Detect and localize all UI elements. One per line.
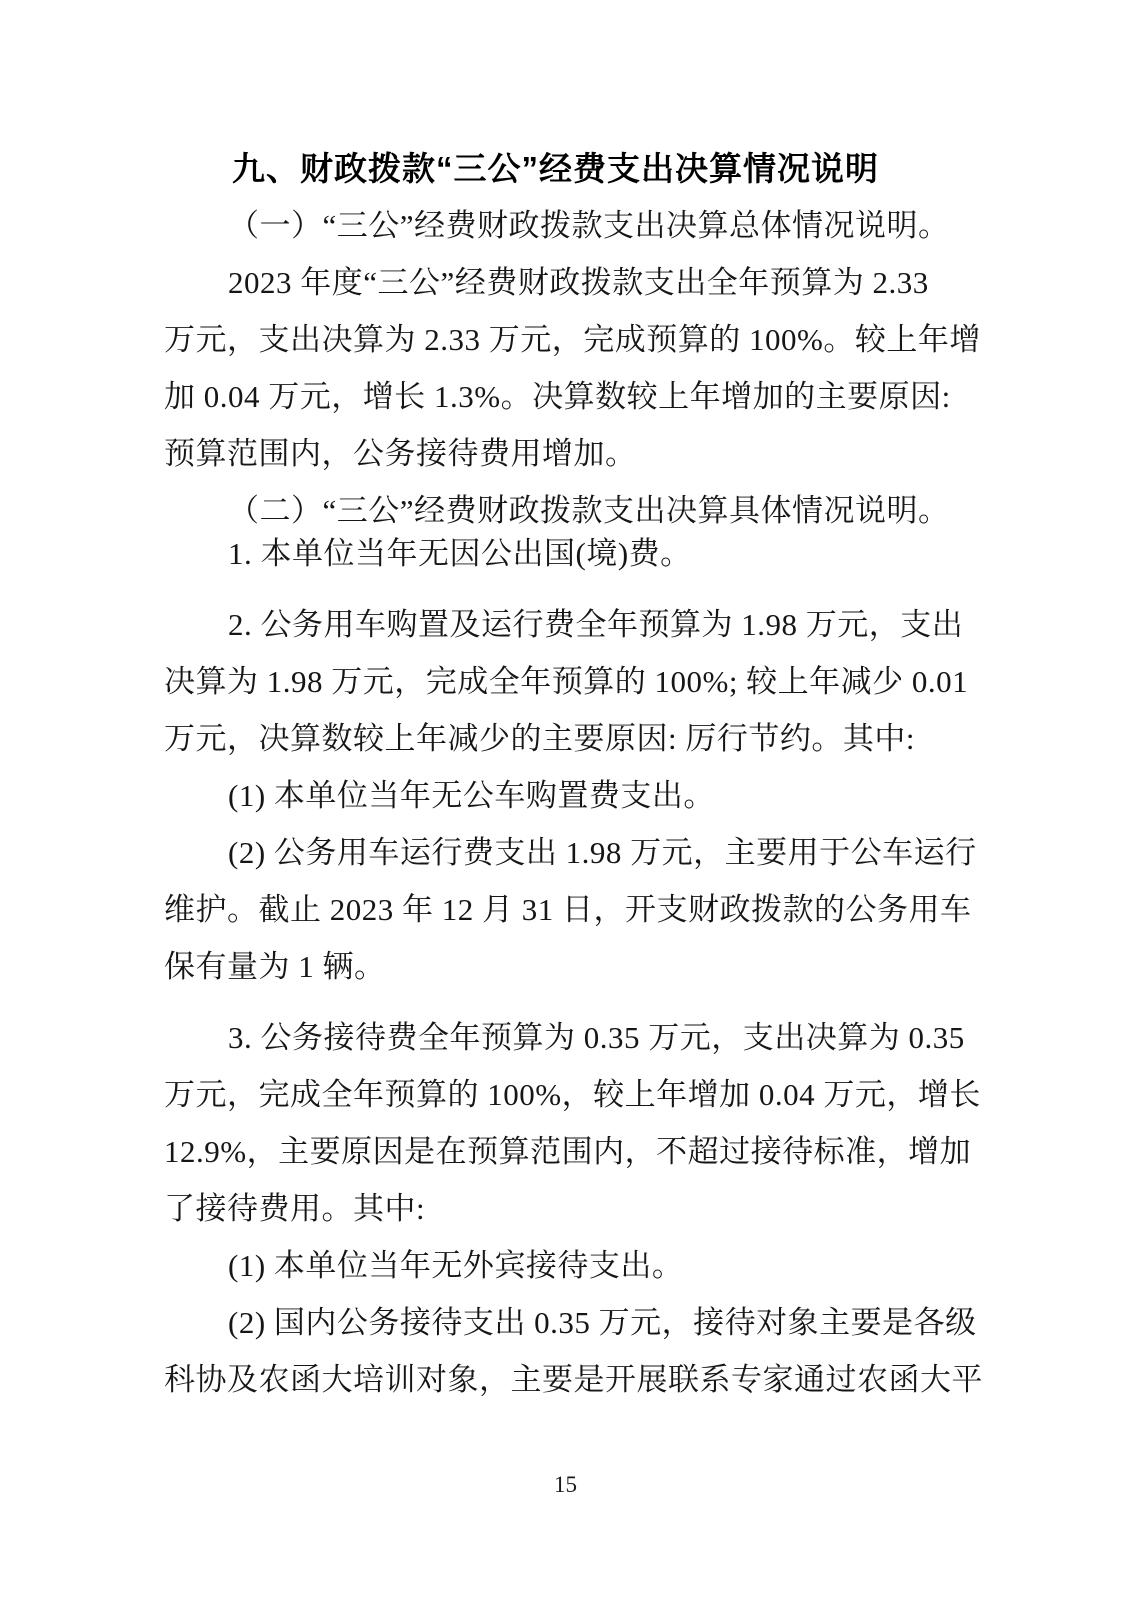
text-line: 加 0.04 万元，增长 1.3%。决算数较上年增加的主要原因:	[164, 379, 951, 414]
text-line: 决算为 1.98 万元，完成全年预算的 100%; 较上年减少 0.01	[164, 664, 969, 699]
text-line: （二）“三公”经费财政拨款支出决算具体情况说明。	[228, 493, 950, 528]
text-line: 万元，完成全年预算的 100%，较上年增加 0.04 万元，增长	[164, 1077, 981, 1112]
text-line: 科协及农函大培训对象，主要是开展联系专家通过农函大平	[164, 1362, 983, 1397]
text-line: 12.9%，主要原因是在预算范围内，不超过接待标准，增加	[164, 1134, 972, 1169]
text-line: 维护。截止 2023 年 12 月 31 日，开支财政拨款的公务用车	[164, 892, 972, 927]
text-line: 2023 年度“三公”经费财政拨款支出全年预算为 2.33	[228, 265, 929, 300]
text-line: 保有量为 1 辆。	[164, 949, 386, 984]
document-body	[164, 140, 983, 1408]
text-line: 2. 公务用车购置及运行费全年预算为 1.98 万元，支出	[228, 607, 964, 642]
text-line: 万元，支出决算为 2.33 万元，完成预算的 100%。较上年增	[164, 322, 981, 357]
text-line: 万元，决算数较上年减少的主要原因: 厉行节约。其中:	[164, 721, 915, 756]
text-line: (1) 本单位当年无外宾接待支出。	[228, 1248, 684, 1283]
text-line: 预算范围内，公务接待费用增加。	[164, 436, 637, 471]
text-line: （一）“三公”经费财政拨款支出决算总体情况说明。	[228, 208, 950, 243]
text-line: (1) 本单位当年无公车购置费支出。	[228, 778, 715, 813]
text-line: (2) 国内公务接待支出 0.35 万元，接待对象主要是各级	[228, 1305, 977, 1340]
text-line: 3. 公务接待费全年预算为 0.35 万元，支出决算为 0.35	[228, 1020, 965, 1055]
page-number: 15	[554, 1472, 577, 1497]
text-line: (2) 公务用车运行费支出 1.98 万元，主要用于公车运行	[228, 835, 977, 870]
text-line: 1. 本单位当年无因公出国(境)费。	[228, 536, 692, 571]
section-heading: 九、财政拨款“三公”经费支出决算情况说明	[232, 150, 879, 187]
text-line: 了接待费用。其中:	[164, 1191, 426, 1226]
